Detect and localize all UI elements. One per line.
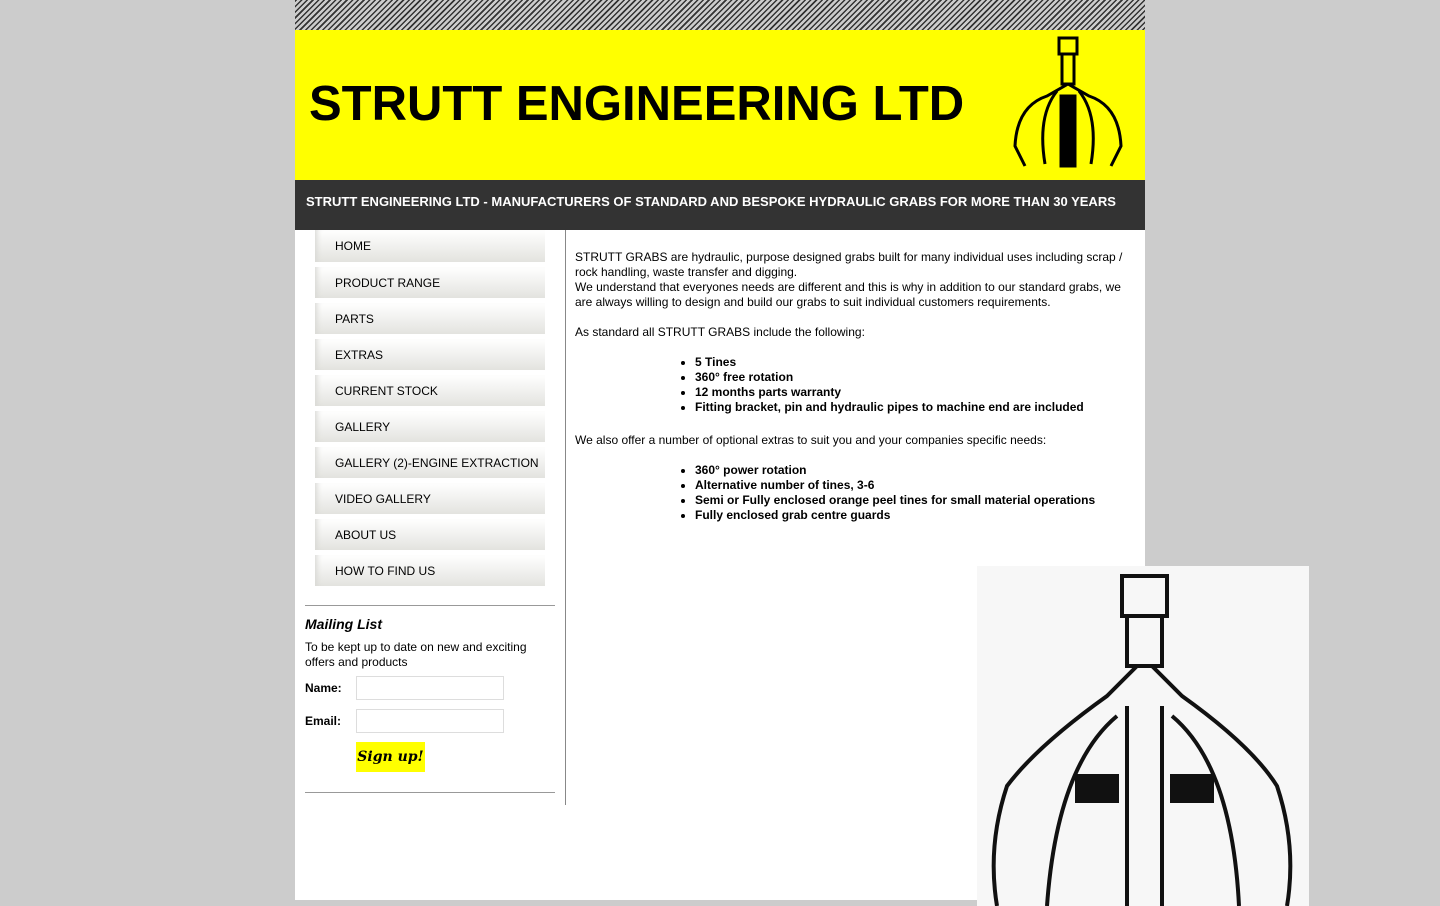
mailing-list (305, 605, 555, 793)
sign-up-button[interactable]: Sign up! (356, 742, 425, 772)
list-item: • 12 months parts warranty (695, 385, 1140, 400)
site-title: STRUTT ENGINEERING LTD (309, 77, 965, 131)
list-item: • 5 Tines (695, 355, 1140, 370)
nav-parts[interactable]: PARTS (315, 303, 545, 334)
list-item: • Fully enclosed grab centre guards (695, 508, 1140, 523)
nav-gallery[interactable]: GALLERY (315, 411, 545, 442)
name-input[interactable] (356, 676, 504, 700)
grab-drawing-image (977, 566, 1309, 906)
intro-paragraph-1: STRUTT GRABS are hydraulic, purpose designed grabs built for many individual uses including scrap / rock handling, waste transfer and digging. (575, 250, 1123, 279)
main-content (575, 250, 1140, 541)
divider (305, 792, 555, 793)
mailing-title: Mailing List (305, 616, 382, 632)
name-label: Name: (305, 681, 342, 695)
header-banner (295, 30, 1145, 180)
nav-video-gallery[interactable]: VIDEO GALLERY (315, 483, 545, 514)
sidebar (295, 230, 566, 805)
mailing-text: To be kept up to date on new and exciting offers and products (305, 640, 527, 669)
optional-extras-list (695, 463, 1140, 523)
list-item: • 360° power rotation (695, 463, 1140, 478)
tagline-bar: STRUTT ENGINEERING LTD - MANUFACTURERS OF STANDARD AND BESPOKE HYDRAULIC GRABS FOR MORE THAN 30 YEARS (295, 180, 1145, 230)
nav-product-range[interactable]: PRODUCT RANGE (315, 267, 545, 298)
list-item: • 360° free rotation (695, 370, 1140, 385)
main-nav (295, 230, 565, 586)
hatched-top-strip (295, 0, 1145, 30)
nav-extras[interactable]: EXTRAS (315, 339, 545, 370)
list-item: • Fitting bracket, pin and hydraulic pipes to machine end are included (695, 400, 1140, 415)
standard-features-list (695, 355, 1140, 415)
list-item: • Alternative number of tines, 3-6 (695, 478, 1140, 493)
extras-heading: We also offer a number of optional extras to suit you and your companies specific needs: (575, 433, 1047, 447)
page (295, 0, 1145, 900)
nav-gallery-2[interactable]: GALLERY (2)-ENGINE EXTRACTION (315, 447, 545, 478)
list-item: • Semi or Fully enclosed orange peel tines for small material operations (695, 493, 1140, 508)
nav-current-stock[interactable]: CURRENT STOCK (315, 375, 545, 406)
nav-how-to-find-us[interactable]: HOW TO FIND US (315, 555, 545, 586)
hydraulic-grab-logo-icon (1007, 36, 1129, 172)
standard-heading: As standard all STRUTT GRABS include the following: (575, 325, 865, 339)
intro-paragraph-2: We understand that everyones needs are different and this is why in addition to our standard grabs, we are always willing to design and build our grabs to suit individual customers requirements. (575, 280, 1121, 309)
nav-about-us[interactable]: ABOUT US (315, 519, 545, 550)
email-label: Email: (305, 714, 342, 728)
email-input[interactable] (356, 709, 504, 733)
nav-home[interactable]: HOME (315, 230, 545, 262)
